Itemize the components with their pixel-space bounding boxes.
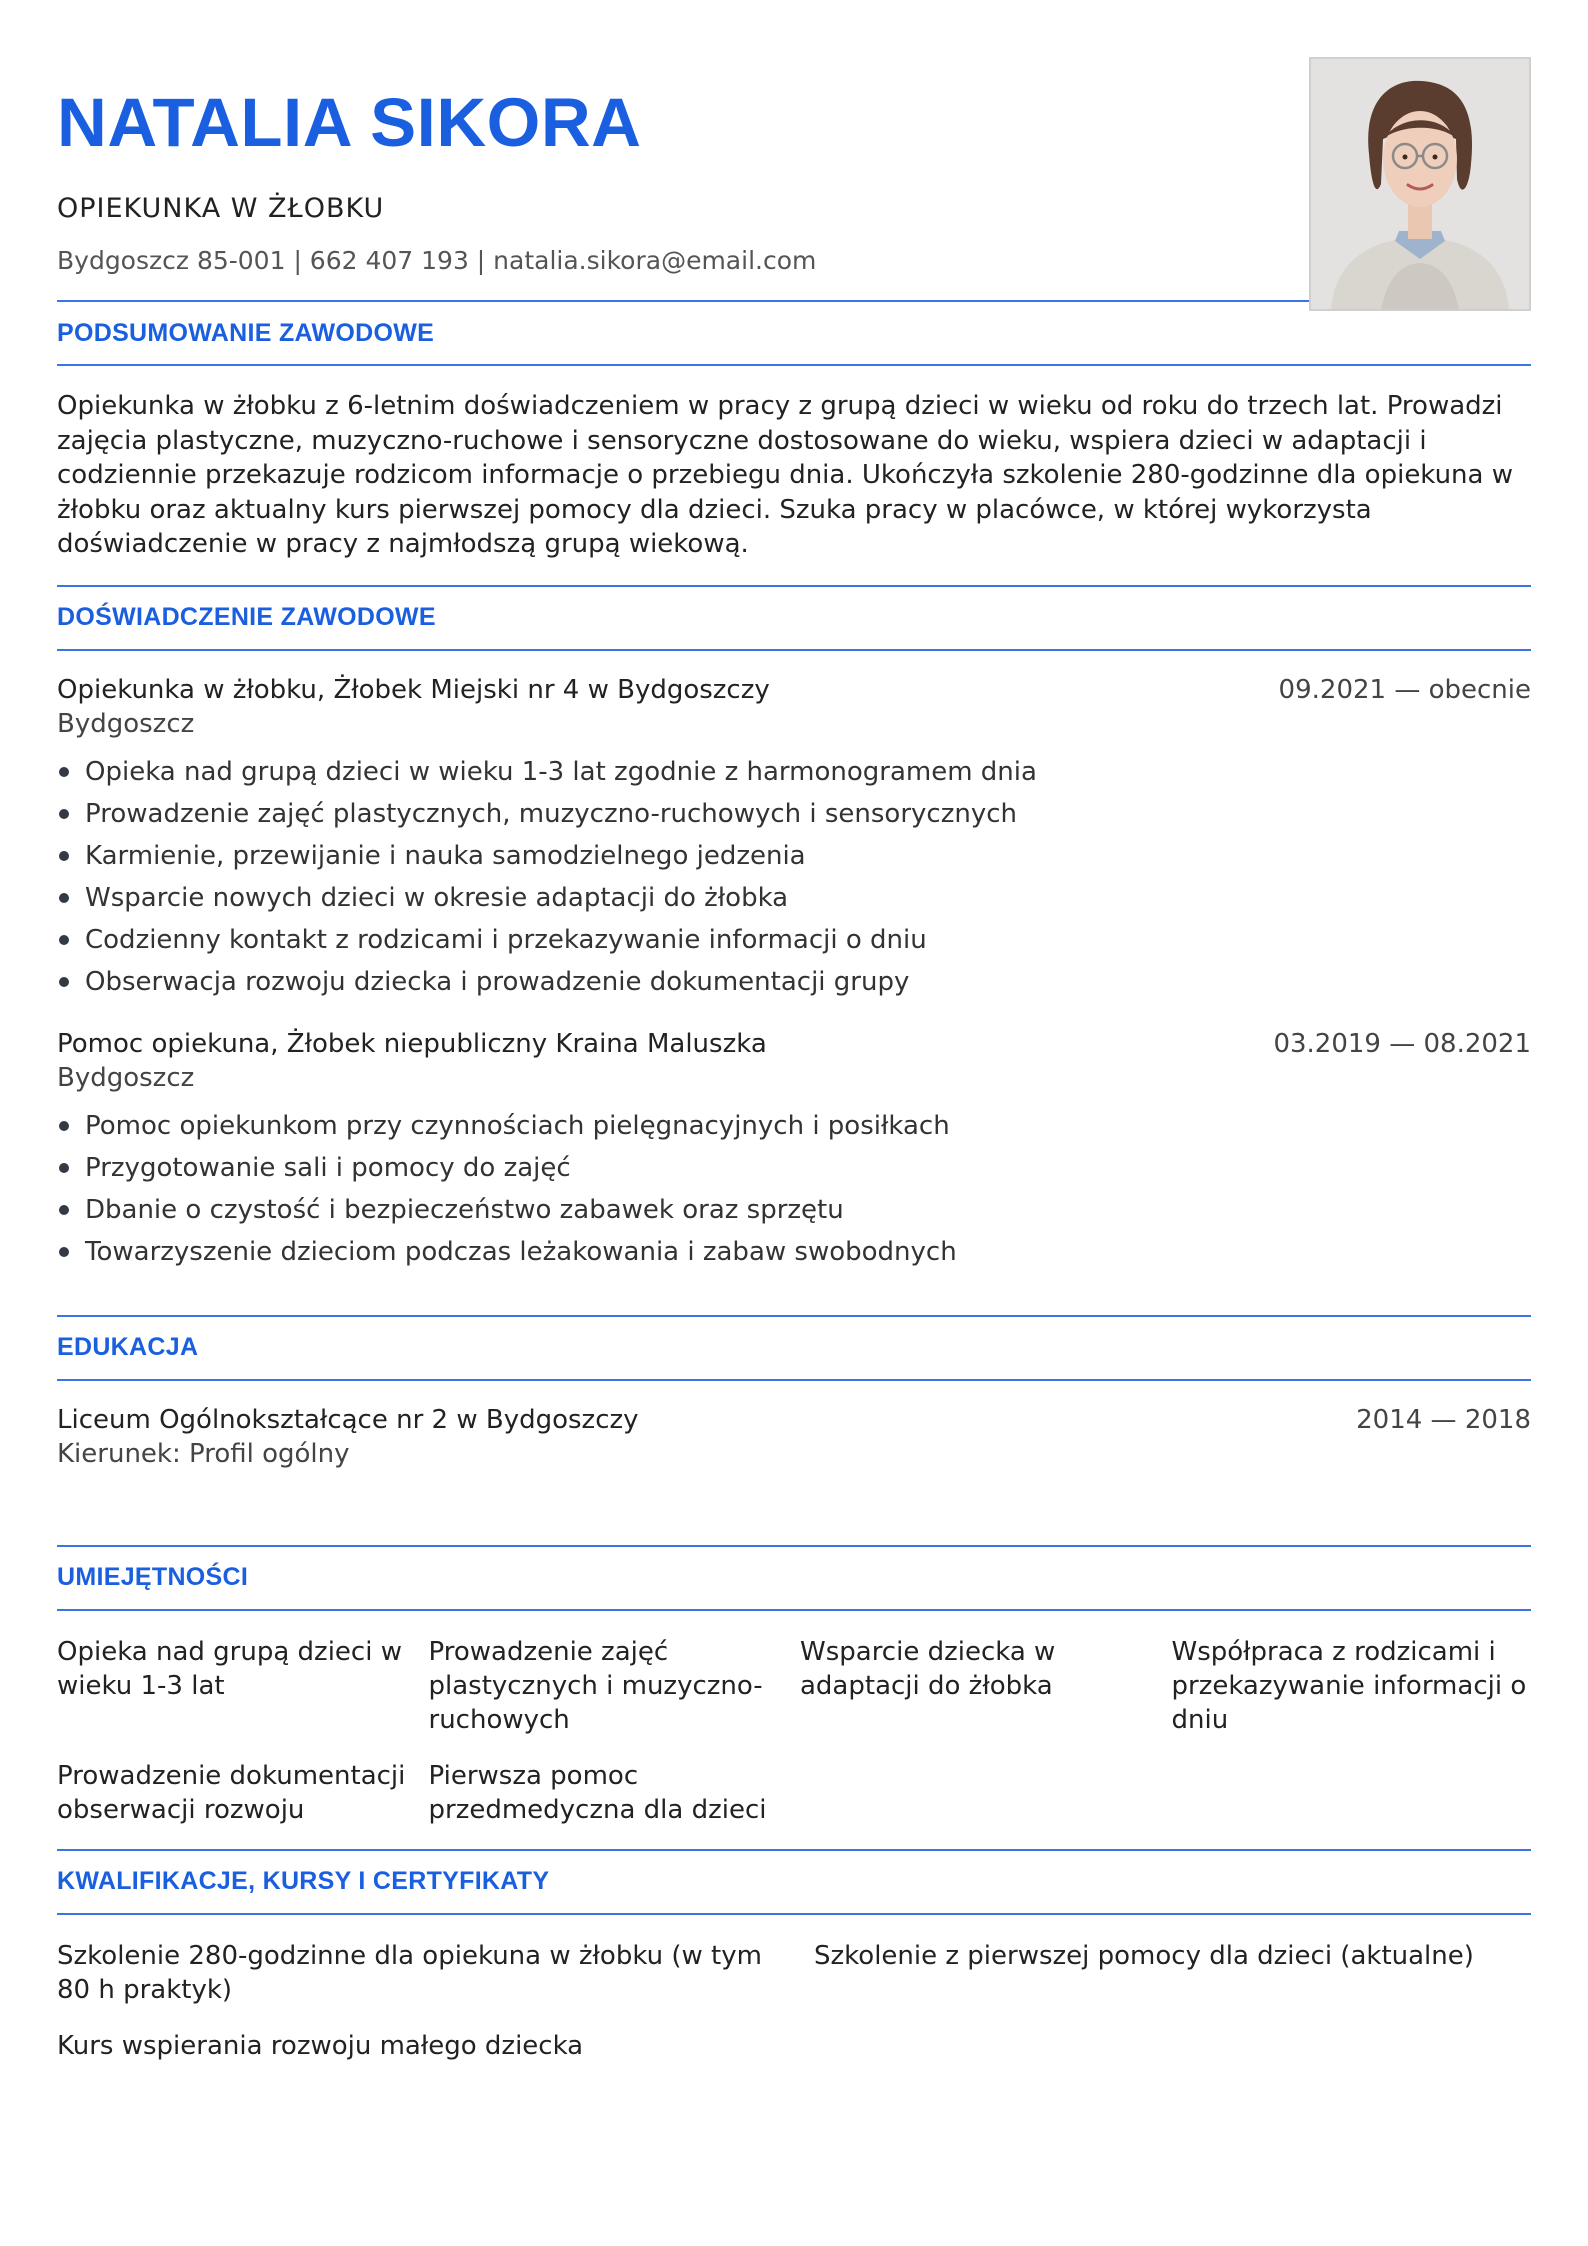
list-item: Codzienny kontakt z rodzicami i przekazywanie informacji o dniu <box>57 919 1531 961</box>
list-item: Prowadzenie zajęć plastycznych, muzyczno-ruchowych i sensorycznych <box>57 793 1531 835</box>
education-detail: Kierunek: Profil ogólny <box>57 1438 350 1469</box>
job-title: OPIEKUNKA W ŻŁOBKU <box>57 193 385 224</box>
education-entry <box>57 1403 1531 1545</box>
resume-header <box>57 0 1531 300</box>
job-location: Bydgoszcz <box>57 708 195 739</box>
section-header-certificates <box>57 1849 1531 1915</box>
list-item: Przygotowanie sali i pomocy do zajęć <box>57 1147 1531 1189</box>
job-dates: 09.2021 — obecnie <box>1278 674 1531 705</box>
summary-text: Opiekunka w żłobku z 6-letnim doświadczeniem w pracy z grupą dzieci w wieku od roku do trzech lat. Prowadzi zajęcia plastyczne, muzyczno-ruchowe i sensoryczne dostosowane do wieku, wspiera dzieci w adaptacji i codziennie przekazuje rodzicom informacje o przebiegu dnia. Ukończyła szkolenie 280-godzinne dla opiekuna w żłobku oraz aktualny kurs pierwszej pomocy dla dzieci. Szuka pracy w placówce, w której wykorzysta doświadczenie w pracy z najmłodszą grupą wiekową. <box>57 391 1513 559</box>
skill-item: Prowadzenie zajęć plastycznych i muzyczno-ruchowych <box>428 1636 763 1735</box>
section-header-experience <box>57 585 1531 651</box>
skill-item: Wsparcie dziecka w adaptacji do żłobka <box>800 1636 1056 1701</box>
contact-line: Bydgoszcz 85-001 | 662 407 193 | natalia.sikora@email.com <box>57 246 817 275</box>
skill-item: Pierwsza pomoc przedmedyczna dla dzieci <box>428 1760 767 1825</box>
list-item: Karmienie, przewijanie i nauka samodzielnego jedzenia <box>57 835 1531 877</box>
job-duties-list <box>57 751 1531 1003</box>
skill-item: Prowadzenie dokumentacji obserwacji rozwoju <box>57 1760 406 1825</box>
section-title: UMIEJĘTNOŚCI <box>57 1563 249 1591</box>
skills-grid <box>57 1635 1531 1827</box>
job-role: Pomoc opiekuna, Żłobek niepubliczny Kraina Maluszka <box>57 1028 767 1059</box>
education-dates: 2014 — 2018 <box>1356 1404 1531 1435</box>
section-header-education <box>57 1315 1531 1381</box>
section-title: EDUKACJA <box>57 1333 199 1361</box>
skill-item: Współpraca z rodzicami i przekazywanie informacji o dniu <box>1171 1636 1527 1735</box>
list-item: Dbanie o czystość i bezpieczeństwo zabawek oraz sprzętu <box>57 1189 1531 1231</box>
portrait-illustration <box>1311 59 1529 309</box>
job-duties-list <box>57 1105 1531 1273</box>
certificate-item: Szkolenie 280-godzinne dla opiekuna w żłobku (w tym 80 h praktyk) <box>57 1940 762 2005</box>
job-entry <box>57 673 1531 1003</box>
section-title: PODSUMOWANIE ZAWODOWE <box>57 318 435 347</box>
list-item: Obserwacja rozwoju dziecka i prowadzenie dokumentacji grupy <box>57 961 1531 1003</box>
skill-item: Opieka nad grupą dzieci w wieku 1-3 lat <box>57 1636 402 1701</box>
job-location: Bydgoszcz <box>57 1062 195 1093</box>
section-title: DOŚWIADCZENIE ZAWODOWE <box>57 603 436 631</box>
candidate-name: NATALIA SIKORA <box>57 84 642 161</box>
job-entry <box>57 1027 1531 1273</box>
school-name: Liceum Ogólnokształcące nr 2 w Bydgoszczy <box>57 1404 639 1435</box>
certificates-grid <box>57 1939 1531 2063</box>
certificate-item: Szkolenie z pierwszej pomocy dla dzieci (aktualne) <box>814 1940 1474 1971</box>
list-item: Opieka nad grupą dzieci w wieku 1-3 lat zgodnie z harmonogramem dnia <box>57 751 1531 793</box>
list-item: Wsparcie nowych dzieci w okresie adaptacji do żłobka <box>57 877 1531 919</box>
job-role: Opiekunka w żłobku, Żłobek Miejski nr 4 w Bydgoszczy <box>57 674 770 705</box>
list-item: Towarzyszenie dzieciom podczas leżakowania i zabaw swobodnych <box>57 1231 1531 1273</box>
section-header-skills <box>57 1545 1531 1611</box>
profile-photo <box>1309 57 1531 311</box>
list-item: Pomoc opiekunkom przy czynnościach pielęgnacyjnych i posiłkach <box>57 1105 1531 1147</box>
section-title: KWALIFIKACJE, KURSY I CERTYFIKATY <box>57 1867 550 1895</box>
certificate-item: Kurs wspierania rozwoju małego dziecka <box>57 2030 584 2061</box>
job-dates: 03.2019 — 08.2021 <box>1273 1028 1531 1059</box>
